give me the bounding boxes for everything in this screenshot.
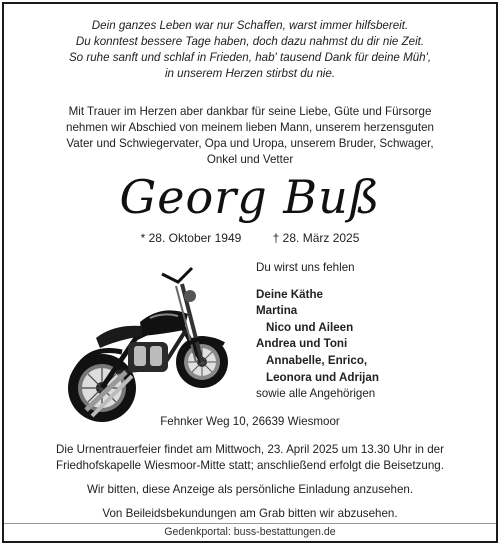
invitation-note: Wir bitten, diese Anzeige als persönliche Einladung anzusehen.: [86, 483, 414, 496]
address: Fehnker Weg 10, 26639 Wiesmoor: [160, 415, 340, 428]
survivor-name: Annabelle, Enrico,: [266, 353, 368, 367]
footer-portal-link[interactable]: Gedenkportal: buss-bestattungen.de: [4, 523, 496, 541]
other-relatives: sowie alle Angehörigen: [256, 387, 376, 401]
memorial-verse: [4, 18, 496, 82]
survivor-name: Deine Käthe: [256, 287, 324, 301]
condolence-note: Von Beileidsbekundungen am Grab bitten wir abzusehen.: [102, 507, 398, 520]
birth-date: * 28. Oktober 1949: [140, 231, 242, 245]
survivor-name: Andrea und Toni: [256, 337, 348, 351]
survivor-name: Martina: [256, 304, 298, 318]
death-date: † 28. März 2025: [272, 231, 360, 245]
ceremony-line: Friedhofskapelle Wiesmoor-Mitte statt; anschließend erfolgt die Beisetzung.: [56, 459, 444, 472]
ceremony-line: Die Urnentrauerfeier findet am Mittwoch, 23. April 2025 um 13.30 Uhr in der: [56, 443, 444, 456]
survivors-list: [256, 260, 476, 403]
miss-line: Du wirst uns fehlen: [256, 261, 355, 274]
verse-line: in unserem Herzen stirbst du nie.: [164, 67, 336, 80]
deceased-name: Georg Buß: [119, 170, 381, 224]
intro-line: Onkel und Vetter: [206, 153, 294, 166]
verse-line: So ruhe sanft und schlaf in Frieden, hab' tausend Dank für deine Müh',: [68, 51, 432, 64]
life-dates: [4, 230, 496, 246]
intro-line: Vater und Schwiegervater, Opa und Uropa, unserem Bruder, Schwager,: [66, 137, 434, 150]
verse-line: Du konntest bessere Tage haben, doch dazu nahmst du dir nie Zeit.: [75, 35, 425, 48]
ceremony-info: [4, 442, 496, 474]
intro-line: Mit Trauer im Herzen aber dankbar für seine Liebe, Güte und Fürsorge: [68, 105, 432, 118]
obituary-notice: [2, 2, 498, 543]
survivor-name: Nico und Aileen: [266, 320, 354, 334]
intro-text: [4, 104, 496, 168]
motorcycle-icon: [66, 260, 234, 430]
intro-line: nehmen wir Abschied von meinem lieben Mann, unserem herzensguten: [66, 121, 434, 134]
verse-line: Dein ganzes Leben war nur Schaffen, warst immer hilfsbereit.: [91, 19, 409, 32]
survivor-name: Leonora und Adrijan: [266, 370, 379, 384]
